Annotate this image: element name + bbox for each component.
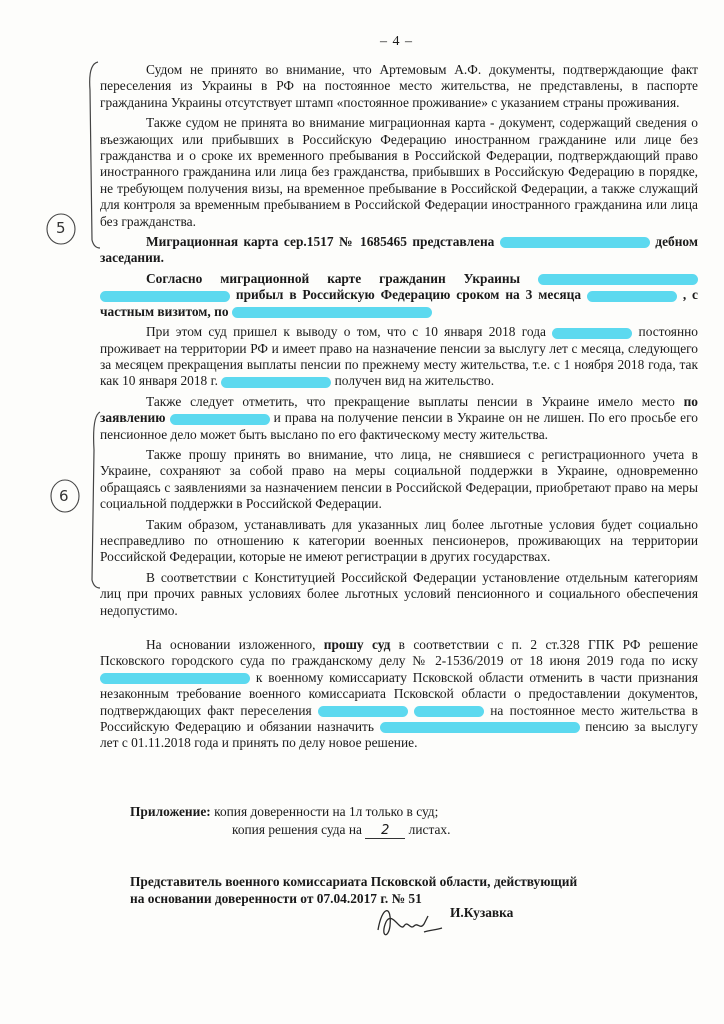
- final-request-paragraph: На основании изложенного, прошу суд в соответствии с п. 2 ст.328 ГПК РФ решение Псковского городского суда по гражданскому делу № 2-1536/2019 от 18 июня 2019 года по иску к военному комиссариату Псковской области отменить в части признания незаконным требование военного комиссариата Псковской области о предоставлении документов, подтверждающих факт переселения на постоянное место жительства в Российскую Федерацию и обязании назначить пенсию за выслугу лет с 01.11.2018 года и принять по делу новое решение.: [100, 637, 698, 751]
- redaction: [100, 673, 250, 684]
- redaction: [100, 291, 230, 302]
- attachment-item-1: копия доверенности на 1л только в суд;: [214, 804, 439, 819]
- paragraph-3: Также прошу принять во внимание, что лица, не снявшиеся с регистрационного учета в Украине, сохраняют за собой право на меры социальной поддержки в Украине, одновременно обращаясь с заявлениями за назначением пенсии в Российской Федерации, приобретают право на меры социальной поддержки в Российской Федерации.: [100, 446, 698, 512]
- attachment-label: Приложение:: [130, 804, 211, 819]
- redaction: [414, 706, 484, 717]
- redaction: [587, 291, 677, 302]
- representative-line: Представитель военного комиссариата Псковской области, действующий: [130, 874, 578, 889]
- document-body: [100, 62, 698, 756]
- paragraph-5: В соответствии с Конституцией Российской Федерации установление отдельным категориям лиц при прочих равных условиях более льготных условий пенсионного и социального обеспечения недопустимо.: [100, 569, 698, 618]
- power-of-attorney-line: на основании доверенности от 07.04.2017 г. № 51: [130, 891, 422, 906]
- paragraph-2: Также судом не принята во внимание миграционная карта - документ, содержащий сведения о въезжающих или прибывших в Российскую Федерацию иностранном гражданине или лице без гражданства и о сроке их временного пребывания в Российской Федерации, подтверждающий право иностранного гражданина или лица без гражданства, прибывших в Российскую Федерацию в порядке, не требующем получения визы, на временное пребывание в Российской Федерации, а также служащий для контроля за временным пребыванием в Российской Федерации иностранного гражданина или лица без гражданства.: [100, 115, 698, 229]
- attachment-block: Приложение: копия доверенности на 1л только в суд; копия решения суда на 2 листах.: [130, 804, 451, 838]
- pension-paragraph: При этом суд пришел к выводу о том, что с 10 января 2018 года постоянно проживает на территории РФ и имеет право на назначение пенсии за выслугу лет с месяца, следующего за месяцем прекращения выплаты пенсии по прежнему месту жительства, т.е. с 1 ноября 2018 года, так как 10 января 2018 г. получен вид на жительство.: [100, 324, 698, 389]
- migration-card-detail: Согласно миграционной карте гражданин Украины прибыл в Российскую Федерацию сроком на 3 месяца , с частным визитом, по: [100, 270, 698, 319]
- ukraine-paragraph: Также следует отметить, что прекращение выплаты пенсии в Украине имело место по заявлению и права на получение пенсии в Украине он не лишен. По его просьбе его пенсионное дело может быть выслано по его фактическому месту жительства.: [100, 393, 698, 442]
- redaction: [221, 377, 331, 388]
- redaction: [500, 237, 650, 248]
- page-number: – 4 –: [380, 34, 413, 49]
- margin-mark-6: 6: [59, 487, 69, 505]
- paragraph-4: Таким образом, устанавливать для указанных лиц более льготные условия будет социально несправедливо по отношению к категории военных пенсионеров, проживающих на территории Российской Федерации, которые не имеют регистрации в других государствах.: [100, 516, 698, 565]
- redaction: [552, 328, 632, 339]
- handwritten-signature: [372, 896, 448, 944]
- migration-card-paragraph: Миграционная карта сер.1517 № 1685465 представлена дебном заседании.: [100, 234, 698, 266]
- redaction: [380, 722, 580, 733]
- paragraph-1: Судом не принято во внимание, что Артемовым А.Ф. документы, подтверждающие факт переселения из Украины в РФ на постоянное место жительства, не представлены, в паспорте гражданина Украины отсутствует штамп «постоянное проживание» с указанием страны проживания.: [100, 62, 698, 110]
- redaction: [232, 307, 432, 318]
- handwritten-count: 2: [365, 824, 405, 839]
- attachment-item-2: копия решения суда на: [232, 822, 362, 837]
- redaction: [318, 706, 408, 717]
- signer-name: И.Кузавка: [450, 905, 514, 920]
- redaction: [170, 414, 270, 425]
- redaction: [538, 274, 698, 285]
- margin-mark-5: 5: [56, 219, 66, 237]
